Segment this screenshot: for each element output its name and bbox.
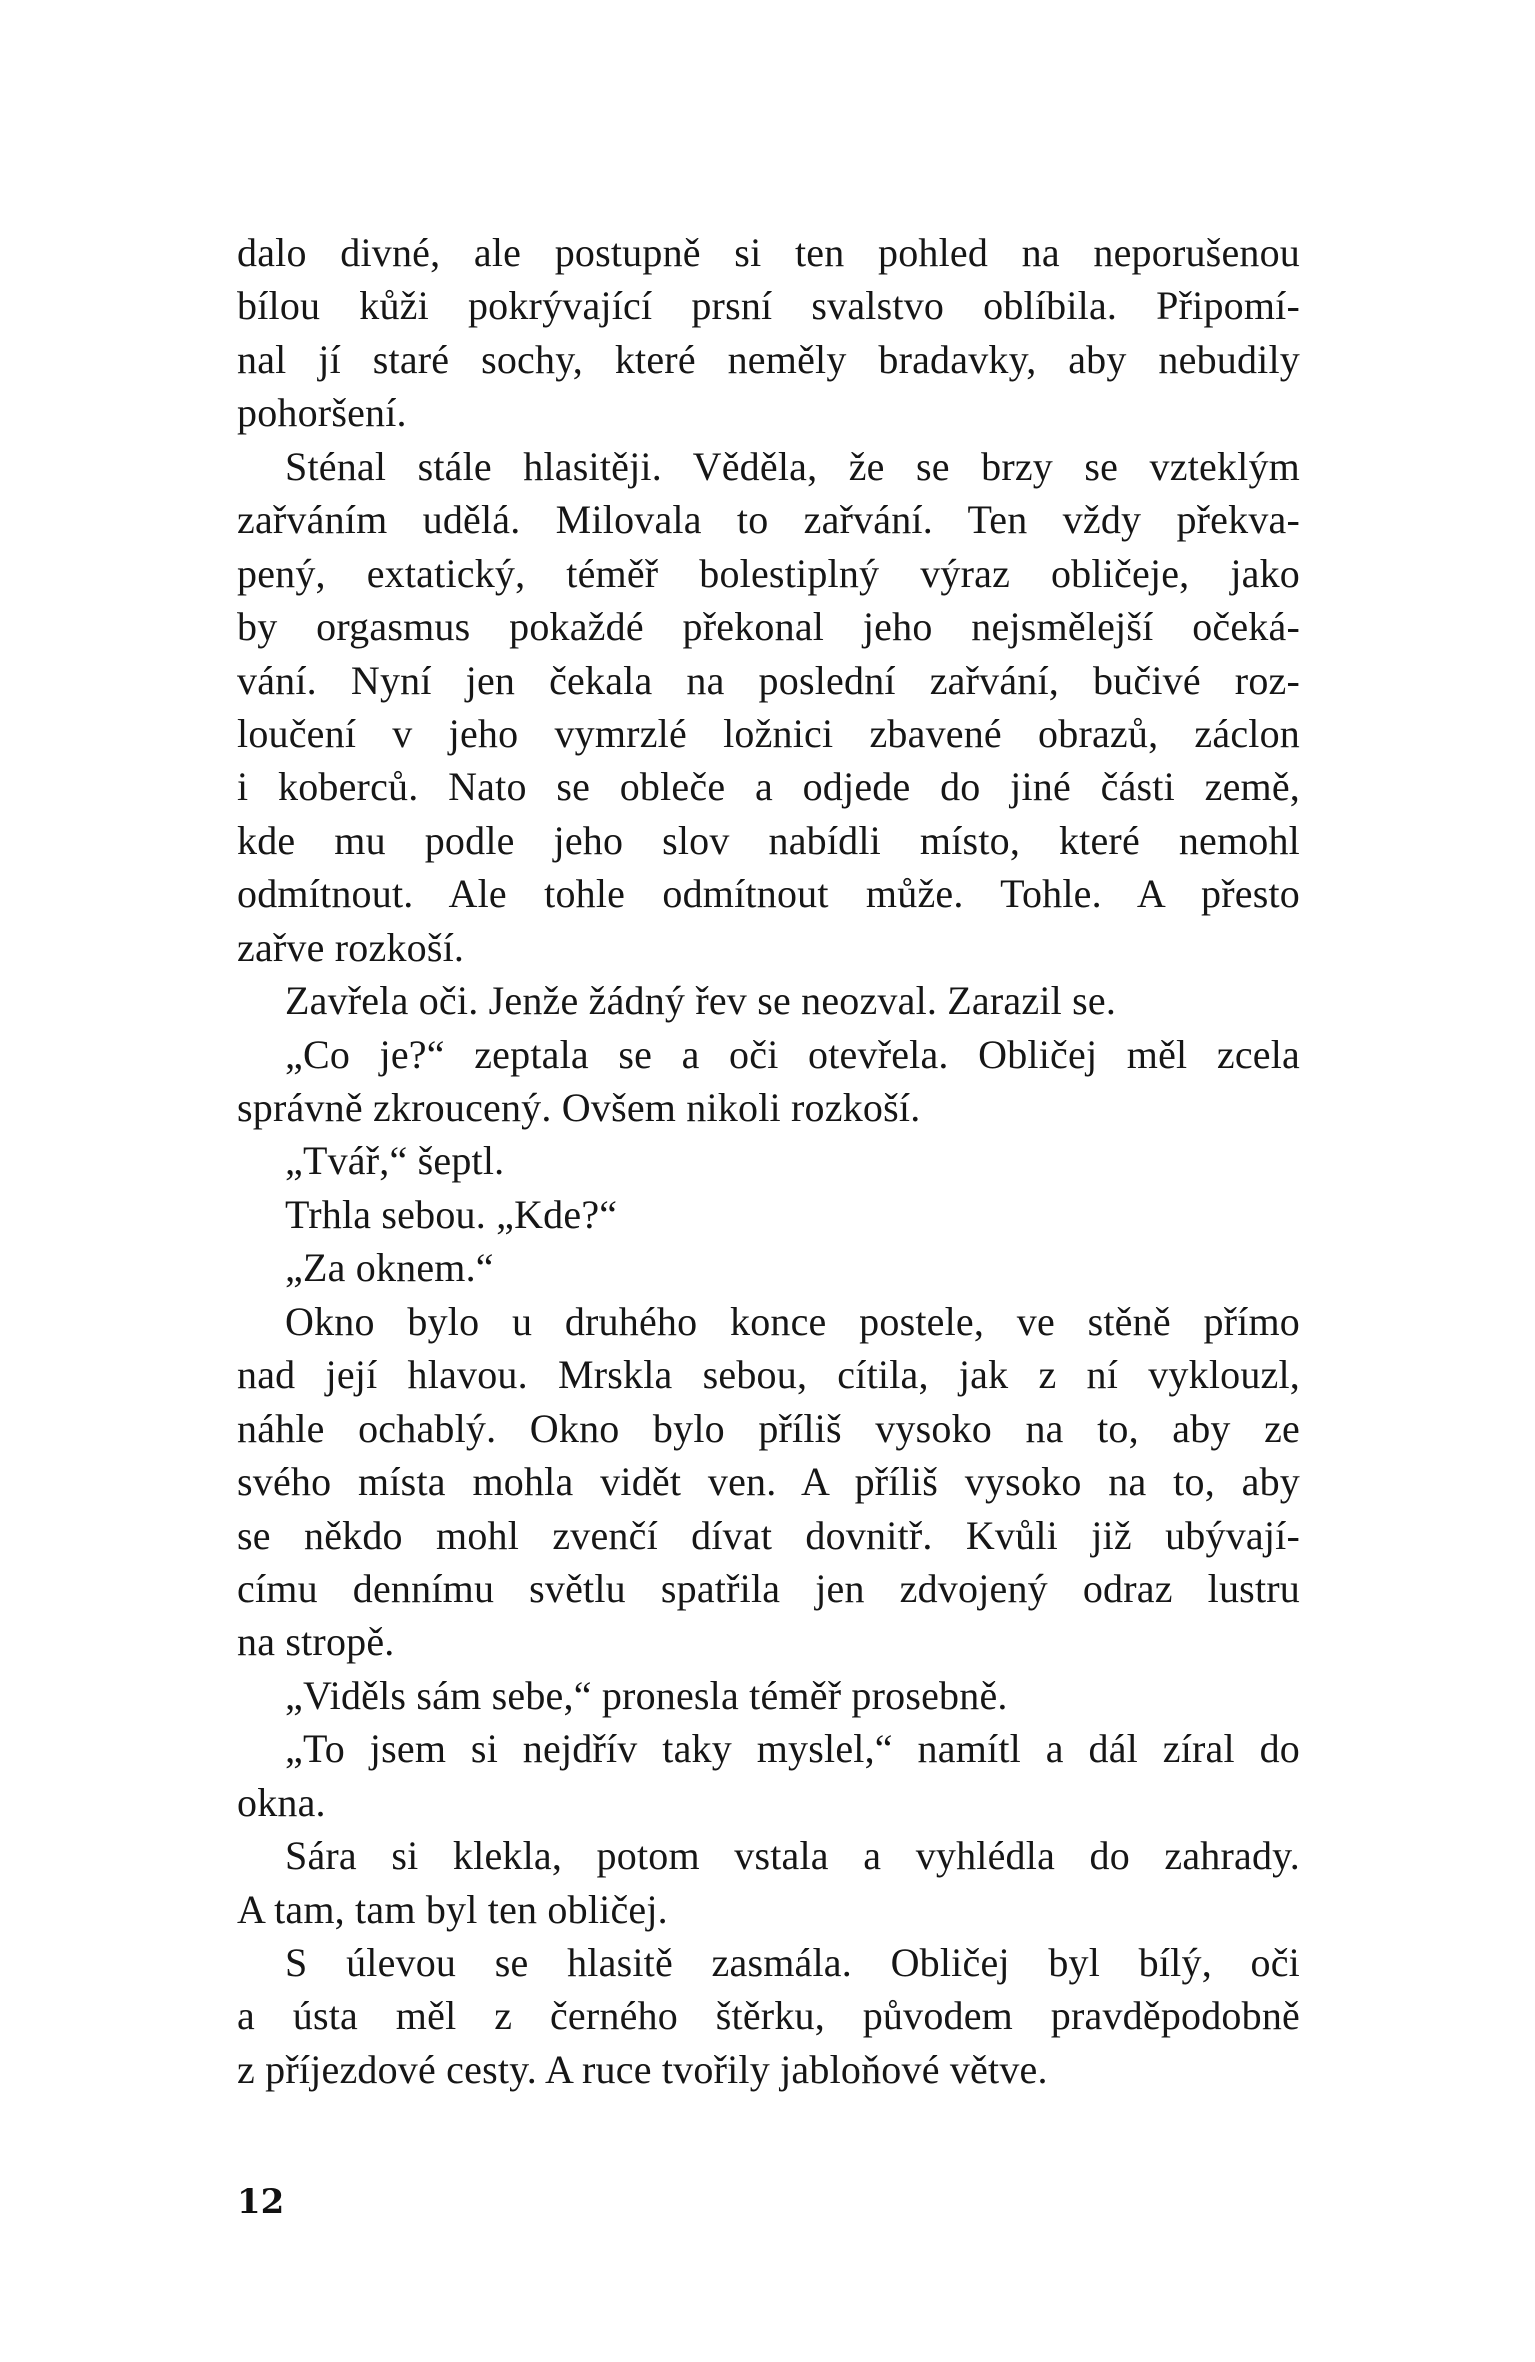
text-line: a ústa měl z černého štěrku, původem pravděpodobně [237,1993,1300,2039]
paragraph [237,1669,1300,1722]
text-line: správně zkroucený. Ovšem nikoli rozkoší. [237,1085,921,1130]
text-line: bílou kůži pokrývající prsní svalstvo oblíbila. Připomí- [237,283,1300,329]
text-line: zařve rozkoší. [237,924,465,970]
text-line: Sténal stále hlasitěji. Věděla, že se brzy se vzteklým [285,443,1300,489]
paragraph [237,1028,1300,1135]
text-line: zařváním udělá. Milovala to zařvání. Ten vždy překva- [237,497,1300,543]
text-line: by orgasmus pokaždé překonal jeho nejsmělejší očeká- [237,604,1300,650]
text-line: i koberců. Nato se obleče a odjede do jiné části země, [237,764,1300,810]
text-line: „Viděls sám sebe,“ pronesla téměř prosebně. [285,1672,1008,1718]
text-line: náhle ochablý. Okno bylo příliš vysoko na to, aby ze [237,1405,1300,1451]
text-line: nad její hlavou. Mrskla sebou, cítila, jak z ní vyklouzl, [237,1352,1300,1398]
text-line: Zavřela oči. Jenže žádný řev se neozval. Zarazil se. [285,978,1117,1024]
text-line: Sára si klekla, potom vstala a vyhlédla do zahrady. [285,1833,1300,1879]
paragraph [237,1134,1300,1187]
text-line: se někdo mohl zvenčí dívat dovnitř. Kvůli již ubývají- [237,1512,1300,1558]
text-line: „Co je?“ zeptala se a oči otevřela. Obličej měl zcela [285,1031,1300,1077]
text-line: vání. Nyní jen čekala na poslední zařvání, bučivé roz- [237,657,1300,703]
paragraph [237,974,1300,1027]
text-line: pený, extatický, téměř bolestiplný výraz obličeje, jako [237,550,1300,596]
text-line: „Tvář,“ šeptl. [285,1138,505,1184]
text-line: odmítnout. Ale tohle odmítnout může. Tohle. A přesto [237,871,1300,917]
text-line: pohoršení. [237,390,407,436]
paragraph [237,1829,1300,1936]
text-line: A tam, tam byl ten obličej. [237,1886,668,1932]
paragraph [237,1722,1300,1829]
text-line: okna. [237,1779,326,1825]
page-text [237,226,1300,2096]
paragraph [237,440,1300,974]
text-line: címu dennímu světlu spatřila jen zdvojený odraz lustru [237,1565,1300,1611]
text-line: Trhla sebou. „Kde?“ [285,1191,618,1237]
text-line: z příjezdové cesty. A ruce tvořily jabloňové větve. [237,2046,1048,2092]
text-line: „To jsem si nejdřív taky myslel,“ namítl a dál zíral do [285,1726,1300,1772]
text-line: S úlevou se hlasitě zasmála. Obličej byl bílý, oči [285,1940,1300,1985]
text-line: „Za oknem.“ [285,1245,494,1291]
text-line: svého místa mohla vidět ven. A příliš vysoko na to, aby [237,1459,1300,1505]
paragraph [237,1241,1300,1294]
text-line: loučení v jeho vymrzlé ložnici zbavené obrazů, záclon [237,710,1300,756]
paragraph [237,1936,1300,2096]
page-number: 12 [237,2182,285,2222]
paragraph [237,226,1300,440]
paragraph [237,1188,1300,1241]
paragraph [237,1295,1300,1669]
text-line: na stropě. [237,1619,395,1665]
text-line: nal jí staré sochy, které neměly bradavky, aby nebudily [237,336,1300,382]
text-line: kde mu podle jeho slov nabídli místo, které nemohl [237,817,1300,863]
text-line: dalo divné, ale postupně si ten pohled na neporušenou [237,230,1300,275]
text-line: Okno bylo u druhého konce postele, ve stěně přímo [285,1298,1300,1344]
